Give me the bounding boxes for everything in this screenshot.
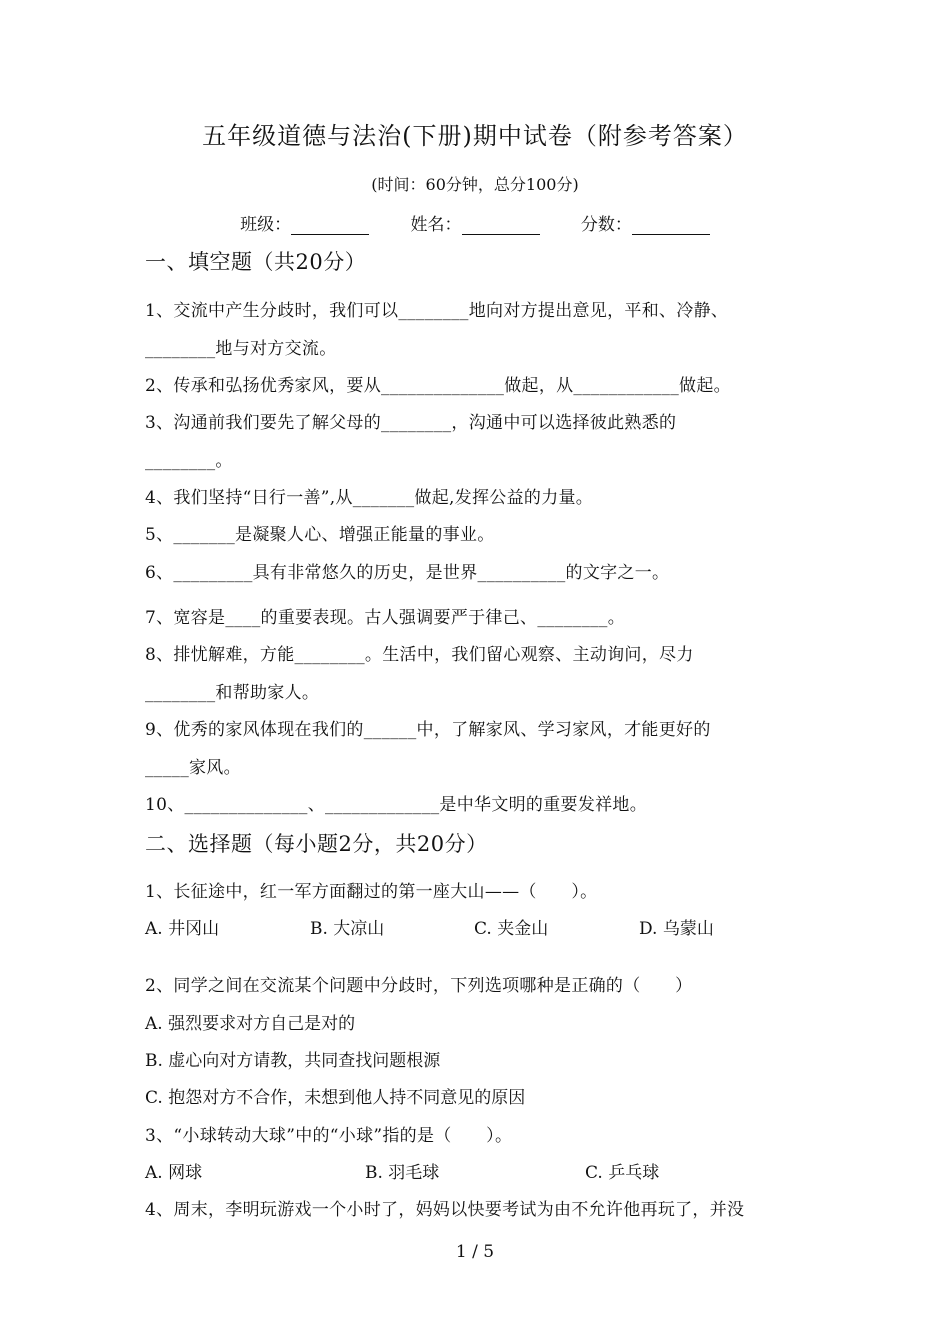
fill-line: ________地与对方交流。 (145, 339, 337, 359)
page-number: 1 / 5 (455, 1242, 495, 1262)
fill-line: 1、交流中产生分歧时，我们可以________地向对方提出意见，平和、冷静、 (145, 301, 729, 321)
score-blank[interactable] (632, 214, 710, 235)
name-blank[interactable] (462, 214, 540, 235)
fill-line: 3、沟通前我们要先了解父母的________，沟通中可以选择彼此熟悉的 (145, 413, 677, 433)
fill-line: ________和帮助家人。 (145, 683, 320, 703)
question-2-stem: 2、同学之间在交流某个问题中分歧时，下列选项哪种是正确的（ ） (145, 976, 693, 996)
fill-line: 8、排忧解难，方能________。生活中，我们留心观察、主动询问，尽力 (145, 645, 694, 665)
section2-heading: 二、选择题（每小题2分，共20分） (145, 832, 488, 856)
question-1-stem: 1、长征途中，红一军方面翻过的第一座大山——（ ）。 (145, 882, 598, 902)
q2-option-b[interactable]: B. 虚心向对方请教，共同查找问题根源 (145, 1051, 441, 1071)
class-blank[interactable] (291, 214, 369, 235)
q2-option-a[interactable]: A. 强烈要求对方自己是对的 (145, 1014, 356, 1034)
section1-heading: 一、填空题（共20分） (145, 250, 367, 274)
fill-line: _____家风。 (145, 758, 241, 778)
fill-line: 9、优秀的家风体现在我们的______中，了解家风、学习家风，才能更好的 (145, 720, 711, 740)
fill-line: 6、_________具有非常悠久的历史，是世界__________的文字之一。 (145, 563, 670, 583)
fill-line: 5、_______是凝聚人心、增强正能量的事业。 (145, 525, 495, 545)
question-3-stem: 3、“小球转动大球”中的“小球”指的是（ ）。 (145, 1126, 513, 1146)
q1-option-b[interactable]: B. 大凉山 (310, 919, 385, 939)
question-4-stem: 4、周末，李明玩游戏一个小时了，妈妈以快要考试为由不允许他再玩了，并没 (145, 1200, 745, 1220)
score-field (581, 210, 710, 235)
exam-title: 五年级道德与法治(下册)期中试卷（附参考答案） (202, 122, 748, 150)
exam-subtitle: (时间：60分钟，总分100分) (371, 175, 579, 194)
student-info-row (0, 210, 950, 235)
name-field (411, 210, 540, 235)
fill-line: ________。 (145, 451, 233, 471)
name-label: 姓名： (410, 215, 462, 235)
class-field (240, 210, 369, 235)
q2-option-c[interactable]: C. 抱怨对方不合作，未想到他人持不同意见的原因 (145, 1088, 526, 1108)
q3-option-c[interactable]: C. 乒乓球 (585, 1163, 660, 1183)
fill-line: 2、传承和弘扬优秀家风，要从______________做起，从____________做起。 (145, 376, 731, 396)
q1-option-a[interactable]: A. 井冈山 (145, 919, 220, 939)
class-label: 班级： (240, 215, 292, 235)
fill-line: 7、宽容是____的重要表现。古人强调要严于律己、________。 (145, 608, 626, 628)
q1-option-d[interactable]: D. 乌蒙山 (639, 919, 714, 939)
q3-option-a[interactable]: A. 网球 (145, 1163, 203, 1183)
score-label: 分数： (580, 215, 632, 235)
fill-line: 10、______________、_____________是中华文明的重要发祥地。 (145, 795, 648, 815)
fill-line: 4、我们坚持“日行一善”,从_______做起,发挥公益的力量。 (145, 488, 594, 508)
q1-option-c[interactable]: C. 夹金山 (474, 919, 549, 939)
q3-option-b[interactable]: B. 羽毛球 (365, 1163, 440, 1183)
